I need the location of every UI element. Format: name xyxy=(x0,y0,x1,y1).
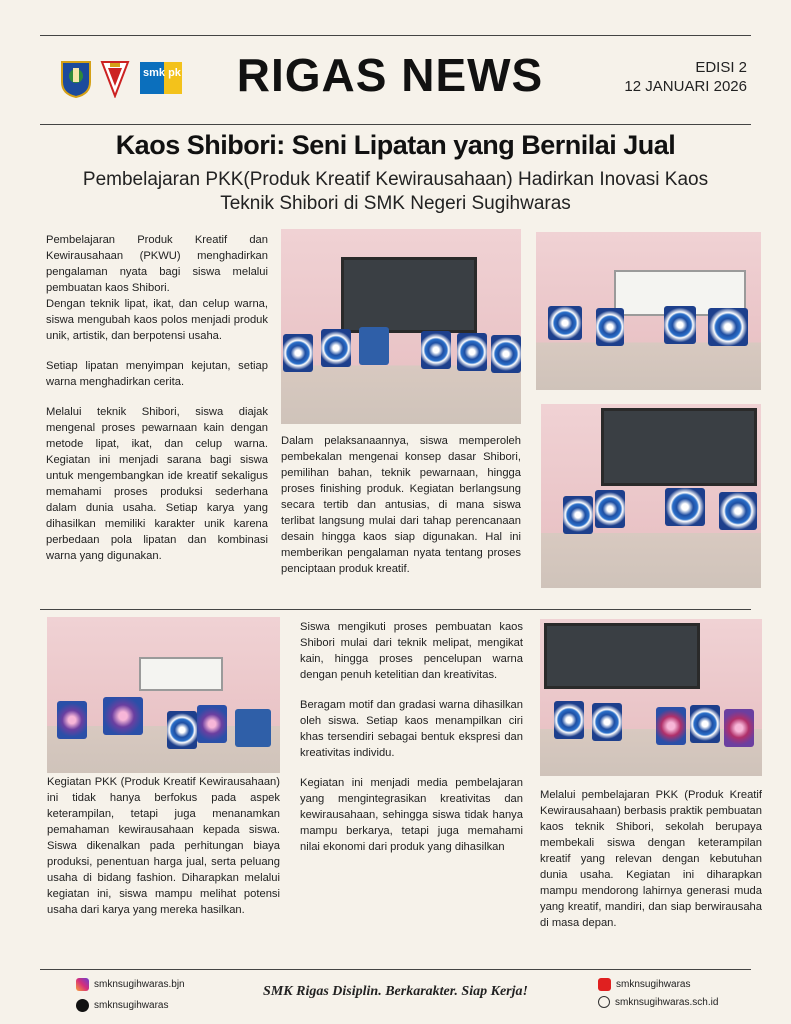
bottom-right-text xyxy=(540,787,762,945)
middle-paragraph-2: Beragam motif dan gradasi warna dihasilkan oleh siswa. Setiap kaos menampilkan ciri khas tersendiri sebagai bentuk ekspresi dan kreativitas individu. xyxy=(300,699,523,759)
edition-number: EDISI 2 xyxy=(695,59,747,76)
smk-pk-logo xyxy=(140,62,182,94)
shibori-shirt xyxy=(548,306,582,340)
shibori-shirt xyxy=(421,331,451,369)
bottom-left-paragraph: Kegiatan PKK (Produk Kreatif Kewirausahaan) ini tidak hanya berfokus pada aspek keterampilan, tetapi juga menanamkan pemahaman kewirausahaan kepada siswa. Siswa dikenalkan pada perhitungan biaya produksi, penentuan harga jual, serta peluang usaha di bidang fashion. Diharapkan melalui kegiatan ini, siswa mampu melihat potensi usaha dari karya yang mereka hasilkan. xyxy=(47,776,280,916)
edition-date: 12 JANUARI 2026 xyxy=(624,78,747,95)
photo-students-group-4 xyxy=(47,617,280,773)
shibori-shirt xyxy=(724,709,754,747)
bottom-right-paragraph: Melalui pembelajaran PKK (Produk Kreatif Kewirausahaan) berbasis praktik pembuatan kaos teknik Shibori, sekolah berupaya membekali siswa dengan keterampilan kreatif yang relevan dengan kebutuhan dunia usaha. Kegiatan ini diharapkan mampu mendorong lahirnya generasi muda yang kreatif, mandiri, dan siap berwirausaha di masa depan. xyxy=(540,789,762,929)
youtube-icon xyxy=(598,978,611,991)
shibori-shirt xyxy=(103,697,143,735)
col2-text xyxy=(281,433,521,591)
shibori-shirt xyxy=(235,709,271,747)
globe-icon xyxy=(598,996,610,1008)
tiktok-link[interactable] xyxy=(76,999,168,1012)
shibori-shirt xyxy=(283,334,313,372)
photo-students-group-5 xyxy=(540,619,762,776)
shibori-shirt xyxy=(359,327,389,365)
youtube-handle: smknsugihwaras xyxy=(616,979,691,990)
photo-students-group-2 xyxy=(536,232,761,390)
shibori-shirt xyxy=(592,703,622,741)
smk-negeri-logo xyxy=(100,60,130,96)
website-link[interactable] xyxy=(598,996,718,1008)
middle-paragraph-3: Kegiatan ini menjadi media pembelajaran yang mengintegrasikan kreativitas dan kewirausahaan, sehingga siswa tidak hanya mampu berkarya, tetapi juga memahami nilai ekonomi dari produk yang dihasilkan xyxy=(300,777,523,853)
intro-paragraph-2: Setiap lipatan menyimpan kejutan, setiap warna menghadirkan cerita. xyxy=(46,360,268,388)
article-headline: Kaos Shibori: Seni Lipatan yang Bernilai Jual xyxy=(115,130,676,160)
photo-window xyxy=(341,257,477,333)
middle-paragraph-1: Siswa mengikuti proses pembuatan kaos Shibori mulai dari teknik melipat, mengikat kain, hingga proses pencelupan warna dengan penuh ketelitian dan kreativitas. xyxy=(300,621,523,681)
shibori-shirt xyxy=(554,701,584,739)
school-slogan: SMK Rigas Disiplin. Berkarakter. Siap Kerja! xyxy=(263,984,528,999)
footer-rule xyxy=(40,969,751,970)
shibori-shirt xyxy=(656,707,686,745)
top-rule xyxy=(40,35,751,36)
shibori-shirt xyxy=(664,306,696,344)
website-url: smknsugihwaras.sch.id xyxy=(615,996,719,1008)
shibori-shirt xyxy=(596,308,624,346)
shibori-shirt xyxy=(457,333,487,371)
tiktok-icon xyxy=(76,999,89,1012)
shibori-shirt xyxy=(167,711,197,749)
shibori-shirt xyxy=(197,705,227,743)
intro-paragraph-1: Pembelajaran Produk Kreatif dan Kewirausahaan (PKWU) menghadirkan pengalaman nyata bagi siswa melalui pembuatan kaos Shibori. Dengan teknik lipat, ikat, dan celup warna, siswa mengubah kaos polos menjadi produk unik, artistik, dan berpotensi usaha. xyxy=(46,234,268,342)
shibori-shirt xyxy=(708,308,748,346)
section-rule xyxy=(40,609,751,610)
photo-window xyxy=(544,623,700,689)
middle-text xyxy=(300,619,523,869)
photo-whiteboard xyxy=(139,657,223,691)
photo-background xyxy=(47,617,280,773)
photo-window xyxy=(601,408,757,486)
shibori-shirt xyxy=(57,701,87,739)
intro-text xyxy=(46,232,268,578)
photo-students-group-1 xyxy=(281,229,521,424)
newsletter-title: RIGAS NEWS xyxy=(236,49,544,101)
shibori-shirt xyxy=(321,329,351,367)
youtube-link[interactable] xyxy=(598,978,690,991)
col2-paragraph-1: Dalam pelaksanaannya, siswa memperoleh pembekalan mengenai konsep dasar Shibori, pemilihan bahan, teknik pewarnaan, hingga proses finishing produk. Kegiatan berlangsung secara tertib dan antusias, di mana siswa terlibat langsung mulai dari tahap perencanaan desain hingga kaos siap digunakan. Hal ini memberikan pengalaman nyata tentang proses penciptaan produk kreatif. xyxy=(281,435,521,575)
header-rule xyxy=(40,124,751,125)
svg-text:smk pk: smk pk xyxy=(143,67,181,79)
shibori-shirt xyxy=(563,496,593,534)
edition-info xyxy=(624,58,747,96)
instagram-handle: smknsugihwaras.bjn xyxy=(94,979,185,990)
photo-students-group-3 xyxy=(541,404,761,588)
jatim-logo xyxy=(60,60,92,96)
article-subheadline: Pembelajaran PKK(Produk Kreatif Kewirausahaan) Hadirkan Inovasi Kaos Teknik Shibori di SMK Negeri Sugihwaras xyxy=(82,169,709,214)
shibori-shirt xyxy=(690,705,720,743)
col1-paragraph-3: Melalui teknik Shibori, siswa diajak mengenal proses pewarnaan kain dengan metode lipat, ikat, dan celup warna. Kegiatan ini menjadi sarana bagi siswa untuk mengembangkan ide kreatif sekaligus memahami proses produksi sederhana dalam dunia usaha. Setiap karya yang dihasilkan memiliki karakter unik karena perbedaan pola lipatan dan kombinasi warna yang digunakan. xyxy=(46,406,268,562)
shibori-shirt xyxy=(595,490,625,528)
bottom-left-text xyxy=(47,774,280,932)
shibori-shirt xyxy=(665,488,705,526)
tiktok-handle: smknsugihwaras xyxy=(94,1000,169,1011)
shibori-shirt xyxy=(719,492,757,530)
shibori-shirt xyxy=(491,335,521,373)
